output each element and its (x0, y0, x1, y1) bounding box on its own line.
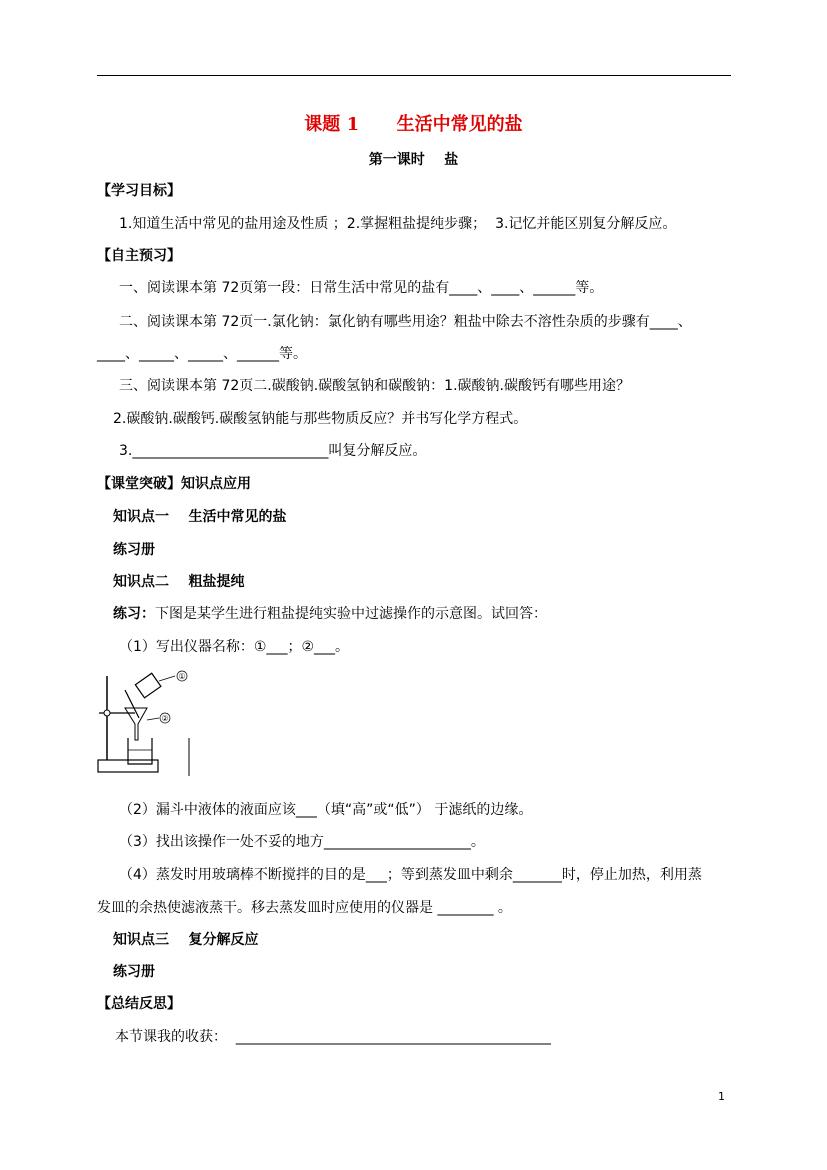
exercise-question-2: （2）漏斗中液体的液面应该___（填“高”或“低”） 于滤纸的边缘。 (119, 802, 533, 818)
preview-question-3: 三、阅读课本第 72页二.碳酸钠.碳酸氢钠和碳酸钠：1.碳酸钠.碳酸钙有哪些用途？ (119, 378, 630, 394)
classroom-heading: 【课堂突破】知识点应用 (97, 476, 251, 492)
preview-question-3c: 3.____________________________叫复分解反应。 (119, 443, 427, 459)
exercise-label: 练习： (113, 606, 155, 622)
summary-heading: 【总结反思】 (97, 996, 181, 1012)
pouring-beaker (135, 673, 161, 698)
knowledge-point-2: 知识点二 粗盐提纯 (113, 574, 245, 590)
summary-text: 本节课我的收获： _____________________________________________ (115, 1029, 551, 1045)
objectives-text: 1.知道生活中常见的盐用途及性质 ；2.掌握粗盐提纯步骤； 3.记忆并能区别复分解反应。 (119, 216, 677, 232)
preview-question-2-cont: ____、_____、_____、______等。 (97, 346, 307, 362)
knowledge-point-3: 知识点三 复分解反应 (113, 932, 259, 948)
exercise-question-4-cont: 发皿的余热使滤液蒸干。移去蒸发皿时应使用的仪器是 ________ 。 (97, 900, 512, 916)
exercise-question-1: （1）写出仪器名称：①___；②___。 (119, 639, 350, 655)
exercise-question-3: （3）找出该操作一处不妥的地方_____________________。 (119, 834, 485, 850)
preview-question-2: 二、阅读课本第 72页一.氯化钠：氯化钠有哪些用途？粗盐中除去不溶性杂质的步骤有____、 (119, 314, 692, 330)
preview-question-3b: 2.碳酸钠.碳酸钙.碳酸氢钠能与那些物质反应？并书写化学方程式。 (113, 411, 528, 427)
page-number: 1 (718, 1090, 725, 1103)
lesson-subtitle: 第一课时 盐 (368, 152, 459, 168)
exercise-line (113, 605, 547, 623)
preview-heading: 【自主预习】 (97, 248, 181, 264)
workbook-label-2: 练习册 (113, 964, 155, 980)
preview-question-1: 一、阅读课本第 72页第一段：日常生活中常见的盐有____、____、______等。 (119, 280, 604, 296)
knowledge-point-1: 知识点一 生活中常见的盐 (113, 509, 287, 525)
header-rule (97, 75, 731, 76)
lesson-title: 课题 1 生活中常见的盐 (304, 114, 523, 135)
glass-rod (125, 690, 139, 718)
label-2-text: ② (161, 714, 169, 723)
filtration-apparatus-figure (95, 668, 195, 778)
exercise-question-4: （4）蒸发时用玻璃棒不断搅拌的目的是___；等到蒸发皿中剩余_______时，停止加热，利用蒸 (119, 867, 702, 883)
workbook-label-1: 练习册 (113, 542, 155, 558)
label-1-text: ① (178, 672, 186, 681)
objectives-heading: 【学习目标】 (97, 183, 181, 199)
exercise-text: 下图是某学生进行粗盐提纯实验中过滤操作的示意图。试回答： (155, 606, 547, 622)
